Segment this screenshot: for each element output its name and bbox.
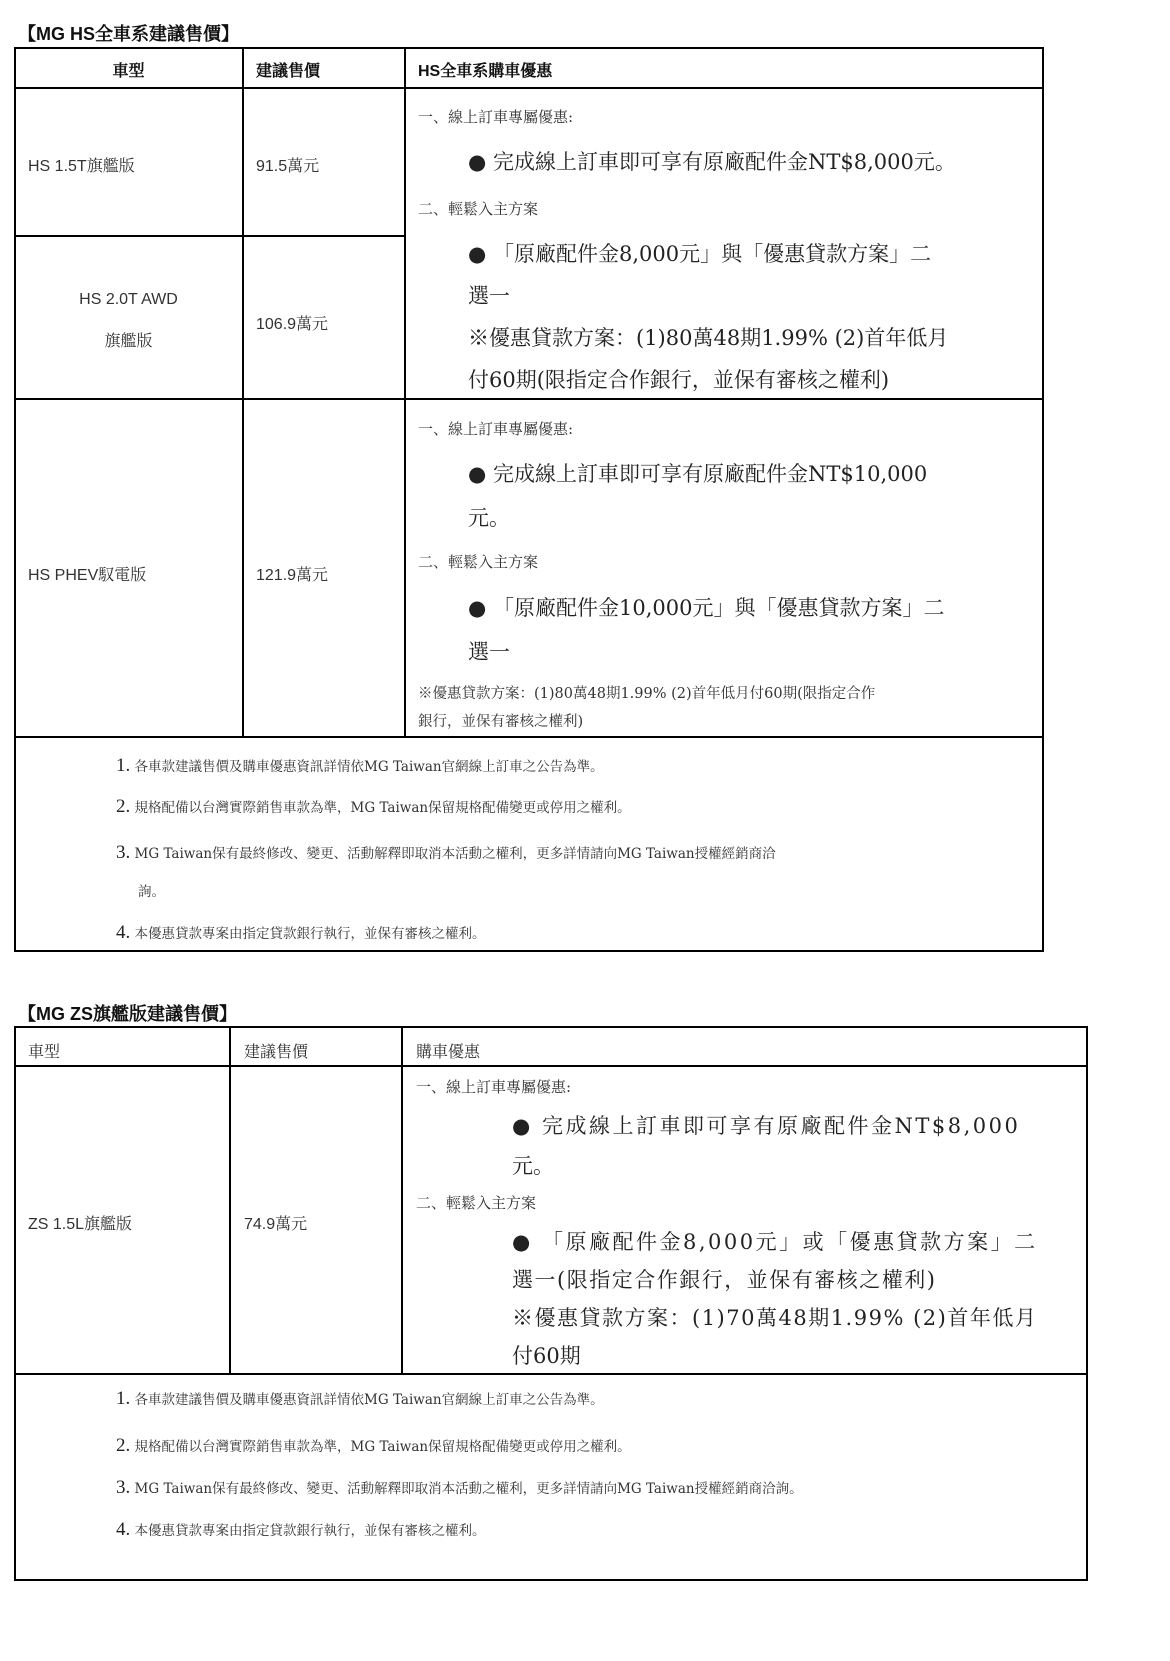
hs-model-3: HS PHEV馭電版 bbox=[28, 567, 147, 584]
hs-note-1-num: 1. bbox=[116, 755, 131, 776]
zs-note-1-num: 1. bbox=[116, 1388, 131, 1409]
zs-offer-heading2: 二、輕鬆入主方案 bbox=[416, 1194, 537, 1212]
zs-header-offer: 購車優惠 bbox=[416, 1042, 481, 1061]
hs-note-3-num: 3. bbox=[116, 842, 131, 863]
zs-offer-bullet2-line1: ● 「原廠配件金8,000元」或「優惠貸款方案」二 bbox=[512, 1230, 1038, 1254]
zs-offer-heading1: 一、線上訂車專屬優惠: bbox=[416, 1078, 572, 1096]
zs-price: 74.9萬元 bbox=[244, 1216, 308, 1233]
hs-note-2-text: 規格配備以台灣實際銷售車款為準，MG Taiwan保留規格配備變更或停用之權利。 bbox=[134, 800, 631, 816]
hs-model-2-line2: 旗艦版 bbox=[104, 331, 153, 350]
hs-offer-a-bullet1: ● 完成線上訂車即可享有原廠配件金NT$8,000元。 bbox=[468, 150, 956, 174]
zs-header-divider bbox=[14, 1065, 1088, 1067]
zs-note-1-text: 各車款建議售價及購車優惠資訊詳情依MG Taiwan官網線上訂車之公告為準。 bbox=[134, 1392, 604, 1408]
hs-offer-a-bullet2-line1: ● 「原廠配件金8,000元」與「優惠貸款方案」二 bbox=[468, 242, 932, 266]
zs-col-divider-2 bbox=[401, 1026, 403, 1375]
zs-notes-divider bbox=[14, 1373, 1088, 1375]
hs-offer-a-bullet2-line2: 選一 bbox=[468, 284, 510, 308]
hs-price-3: 121.9萬元 bbox=[256, 567, 329, 584]
zs-offer-bullet1-line2: 元。 bbox=[512, 1154, 554, 1178]
zs-note-2 bbox=[116, 1435, 631, 1457]
zs-note-4 bbox=[116, 1519, 486, 1541]
zs-note-2-num: 2. bbox=[116, 1435, 131, 1456]
hs-offer-b-bullet1-line2: 元。 bbox=[468, 506, 510, 530]
hs-offer-b-heading1: 一、線上訂車專屬優惠: bbox=[418, 420, 574, 438]
hs-header-offer: HS全車系購車優惠 bbox=[418, 63, 553, 80]
hs-note-1-text: 各車款建議售價及購車優惠資訊詳情依MG Taiwan官網線上訂車之公告為準。 bbox=[134, 759, 604, 775]
zs-header-price: 建議售價 bbox=[244, 1042, 309, 1061]
hs-price-1: 91.5萬元 bbox=[256, 158, 320, 175]
hs-col-divider-1 bbox=[242, 47, 244, 737]
zs-offer-bullet2-line2: 選一(限指定合作銀行，並保有審核之權利) bbox=[512, 1268, 937, 1292]
hs-note-2 bbox=[116, 796, 631, 818]
zs-header-model: 車型 bbox=[28, 1042, 61, 1061]
hs-offer-b-loan-line2: 銀行，並保有審核之權利) bbox=[418, 714, 584, 730]
zs-col-divider-1 bbox=[229, 1026, 231, 1375]
hs-note-4-text: 本優惠貸款專案由指定貸款銀行執行，並保有審核之權利。 bbox=[134, 926, 486, 942]
zs-offer-loan-line2: 付60期 bbox=[512, 1344, 581, 1368]
hs-note-1 bbox=[116, 755, 604, 777]
hs-offer-a-heading2: 二、輕鬆入主方案 bbox=[418, 200, 539, 218]
hs-header-divider bbox=[14, 87, 1044, 89]
hs-offer-a-loan-line2: 付60期(限指定合作銀行，並保有審核之權利) bbox=[468, 368, 890, 392]
hs-notes-divider bbox=[14, 736, 1044, 738]
zs-section-title: 【MG ZS旗艦版建議售價】 bbox=[18, 1004, 237, 1024]
zs-model: ZS 1.5L旗艦版 bbox=[28, 1216, 133, 1233]
hs-row1-divider bbox=[14, 235, 406, 237]
zs-note-1 bbox=[116, 1388, 604, 1410]
hs-note-3-text: MG Taiwan保有最終修改、變更、活動解釋即取消本活動之權利，更多詳情請向MG Taiwan授權經銷商洽 bbox=[134, 846, 776, 862]
hs-note-4-num: 4. bbox=[116, 922, 131, 943]
zs-note-3-text: MG Taiwan保有最終修改、變更、活動解釋即取消本活動之權利，更多詳情請向MG Taiwan授權經銷商洽詢。 bbox=[134, 1481, 803, 1497]
hs-offer-b-bullet1-line1: ● 完成線上訂車即可享有原廠配件金NT$10,000 bbox=[468, 462, 928, 486]
hs-note-4 bbox=[116, 922, 486, 944]
hs-note-3-cont: 詢。 bbox=[138, 884, 165, 900]
hs-header-model: 車型 bbox=[112, 61, 145, 80]
hs-header-price: 建議售價 bbox=[256, 61, 321, 80]
zs-note-4-text: 本優惠貸款專案由指定貸款銀行執行，並保有審核之權利。 bbox=[134, 1523, 486, 1539]
zs-note-3 bbox=[116, 1477, 803, 1499]
hs-offer-a-loan-line1: ※優惠貸款方案：(1)80萬48期1.99% (2)首年低月 bbox=[468, 326, 949, 350]
hs-note-2-num: 2. bbox=[116, 796, 131, 817]
hs-offer-a-heading1: 一、線上訂車專屬優惠: bbox=[418, 108, 574, 126]
zs-offer-bullet1-line1: ● 完成線上訂車即可享有原廠配件金NT$8,000 bbox=[512, 1114, 1021, 1138]
zs-offer-loan-line1: ※優惠貸款方案：(1)70萬48期1.99% (2)首年低月 bbox=[512, 1306, 1038, 1330]
hs-note-3 bbox=[116, 842, 776, 864]
zs-note-3-num: 3. bbox=[116, 1477, 131, 1498]
hs-model-1: HS 1.5T旗艦版 bbox=[28, 158, 135, 175]
hs-offer-b-heading2: 二、輕鬆入主方案 bbox=[418, 553, 539, 571]
hs-section-title: 【MG HS全車系建議售價】 bbox=[18, 24, 240, 44]
hs-offer-b-loan-line1: ※優惠貸款方案：(1)80萬48期1.99% (2)首年低月付60期(限指定合作 bbox=[418, 686, 876, 702]
hs-offer-b-bullet2-line2: 選一 bbox=[468, 640, 510, 664]
zs-note-4-num: 4. bbox=[116, 1519, 131, 1540]
hs-col-divider-2 bbox=[404, 47, 406, 737]
hs-offer-b-bullet2-line1: ● 「原廠配件金10,000元」與「優惠貸款方案」二 bbox=[468, 596, 945, 620]
hs-model-2-line1: HS 2.0T AWD bbox=[79, 291, 178, 308]
hs-price-2: 106.9萬元 bbox=[256, 316, 329, 333]
zs-note-2-text: 規格配備以台灣實際銷售車款為準，MG Taiwan保留規格配備變更或停用之權利。 bbox=[134, 1439, 631, 1455]
hs-row2-divider bbox=[14, 398, 1044, 400]
